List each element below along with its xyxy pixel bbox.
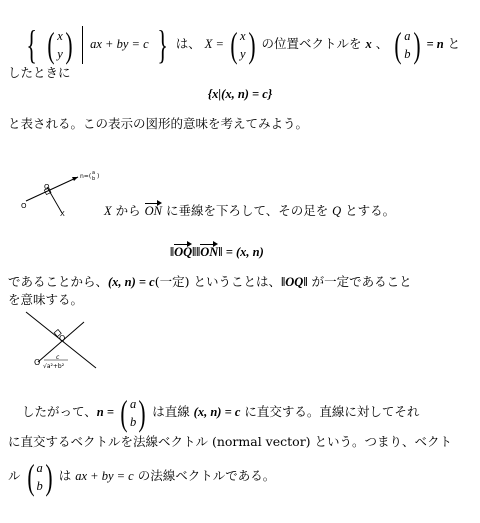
- paren-left: (: [47, 24, 55, 65]
- paren-left: (: [26, 456, 35, 497]
- paren-right: ): [412, 24, 421, 65]
- text-position-vector: の位置ベクトルを: [261, 36, 366, 51]
- vector-top: x: [57, 28, 63, 43]
- text-wa: は、: [175, 36, 201, 51]
- x-bold: x: [365, 37, 372, 51]
- paren-right: ): [45, 456, 53, 497]
- vector-on-2: ON: [200, 245, 219, 259]
- text-to: と: [447, 36, 461, 51]
- norm-mid: ‖‖: [192, 245, 201, 259]
- vector-on-line: [26, 177, 78, 201]
- text-kara: から: [111, 203, 145, 218]
- text-end: とする。: [341, 203, 396, 218]
- set-condition: ax + by = c: [90, 37, 149, 51]
- figure-1-diagram: [18, 163, 108, 223]
- vector-bottom: b: [129, 414, 137, 429]
- text-ru: ル: [8, 468, 21, 483]
- paragraph-4-line-2: を意味する。: [8, 292, 84, 307]
- display-equation-1: {x|(x, n) = c}: [207, 87, 273, 101]
- label-a: a: [92, 170, 96, 176]
- label-c: c: [56, 354, 60, 361]
- text-shitagatte: したがって、: [22, 404, 97, 419]
- label-close: ): [97, 173, 100, 180]
- paragraph-5-line-3: [8, 454, 275, 498]
- text-chokko: に直交する。直線に対してそれ: [240, 404, 420, 419]
- paren-right: ): [65, 24, 73, 65]
- vector-bottom: y: [57, 46, 63, 61]
- inner-product: (x, n) = c: [108, 275, 155, 289]
- label-q: O: [44, 183, 50, 191]
- text-perpendicular: に垂線を下ろして、その足を: [161, 203, 333, 218]
- set-close-brace: }: [156, 21, 168, 67]
- label-o-2: O: [34, 358, 41, 367]
- n-equals: n =: [96, 405, 114, 419]
- paragraph-5-line-2: に直交するベクトルを法線ベクトル (normal vector) という。つまり、ベクト: [8, 434, 453, 449]
- paragraph-4-line-1: [8, 274, 412, 290]
- vector-ab-3: [37, 459, 43, 495]
- text-constant: (一定) ということは、: [154, 274, 281, 289]
- vector-top: a: [404, 28, 411, 43]
- paren-left: (: [120, 392, 128, 433]
- norm-oq: ‖OQ‖: [280, 275, 308, 289]
- paren-left: (: [394, 24, 402, 65]
- text-normal-vector: の法線ベクトルである。: [133, 468, 276, 483]
- label-sqrt: √a²+b²: [43, 363, 65, 370]
- x-point: X: [104, 204, 112, 218]
- norm-right: ‖ = (x, n): [218, 245, 264, 259]
- text-ichitei: が一定であること: [307, 274, 412, 289]
- display-equation-2: [170, 244, 264, 260]
- vector-top: a: [36, 460, 43, 475]
- text-chokusen: は直線: [152, 404, 194, 419]
- q-point: Q: [332, 204, 342, 218]
- norm-left: ‖: [170, 245, 175, 259]
- vector-xy-2: [240, 27, 246, 63]
- vector-top: x: [239, 28, 246, 43]
- vector-bottom: b: [36, 478, 43, 493]
- text-comma: 、: [375, 36, 389, 51]
- vector-ab: [404, 27, 410, 63]
- paragraph-2: と表される。この表示の図形的意味を考えてみよう。: [8, 116, 309, 131]
- vector-ab-2: [130, 395, 136, 431]
- vector-bottom: y: [239, 46, 246, 61]
- x-equals: X =: [204, 37, 224, 51]
- figure-2-diagram: [24, 310, 104, 374]
- vector-oq: OQ: [174, 245, 193, 259]
- vector-top: a: [129, 396, 137, 411]
- inner-product-2: (x, n) = c: [193, 405, 241, 419]
- paragraph-5-line-1: [22, 390, 419, 434]
- label-o: O: [21, 202, 27, 210]
- paragraph-1-line-1: [22, 22, 460, 66]
- text-dearu: であることから、: [8, 274, 109, 289]
- vector-on: ON: [144, 204, 162, 218]
- paren-right: ): [247, 24, 256, 65]
- paragraph-1-line-2: したときに: [8, 65, 71, 80]
- label-n: n=(: [80, 173, 92, 180]
- set-bar: [82, 26, 83, 64]
- paren-left: (: [230, 24, 238, 65]
- label-q-2: Q: [59, 334, 66, 343]
- line-equation: ax + by = c: [75, 469, 134, 483]
- paren-right: ): [138, 392, 146, 433]
- label-b: b: [92, 176, 96, 182]
- paragraph-3: [104, 203, 395, 219]
- label-x: X: [60, 210, 65, 218]
- vector-bottom: b: [404, 46, 411, 61]
- equals-n: = n: [426, 37, 444, 51]
- vector-xy: [57, 27, 63, 63]
- set-open-brace: {: [26, 21, 37, 67]
- text-wa-2: は: [58, 468, 76, 483]
